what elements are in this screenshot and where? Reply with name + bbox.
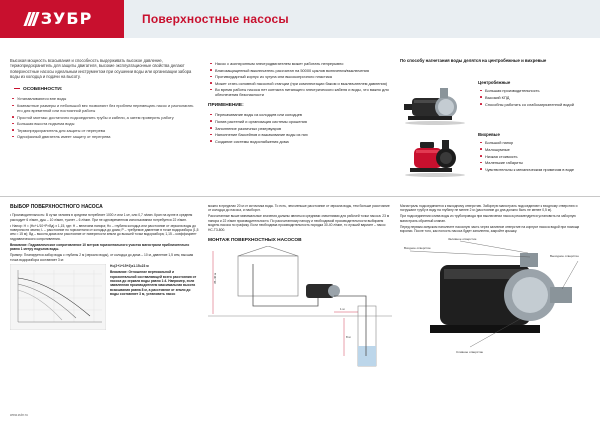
- feature-item: Большая высота подъема воды: [10, 121, 200, 126]
- drain-label: Сливное отверстие: [456, 350, 484, 355]
- intro-text: Высокая мощность всасывания и способность выдерживать высокое давление, термопредохранитель для защиты двигателя, высокие эксплуатационные свойства делают поверхностные насосы идеальным инструментом при осушении воды или организации забора воды из колодца и подачи на высоту.: [10, 58, 192, 79]
- dim-height-label: 35–40 м: [213, 272, 217, 284]
- middle-bottom-p2: Рассчитанные выше минимальные значения должны являться средними значениями для рабочей точки насоса: 23 м напора и 22 л/мин производительности. По рассчитанному напору и необходимой производительности выбираем модель насоса по графику. Если необходима производительность порядка 30-40 л/мин, то лучший вариант – насос НС-Т3-800.: [208, 214, 390, 232]
- mounting-diagram: [208, 246, 392, 368]
- centrifugal-pump-image: [400, 80, 470, 126]
- mid-feature-item: Во время работы насоса нет контакта питающего электрического кабеля и воды, что важно для обеспечения безопасности: [208, 87, 392, 97]
- application-item: Перекачивание воды из колодцев или колодцев: [208, 112, 392, 117]
- vortex-item: Маленькие габариты: [478, 160, 592, 165]
- vortex-item: Чувствительны к механическим примесям в воде: [478, 167, 592, 172]
- application-item: Создание системы водоснабжения дома: [208, 139, 392, 144]
- vortex-item: Большой напор: [478, 140, 592, 145]
- mid-feature-item: Противоударный корпус из чугуна или высокопрочного пластика: [208, 74, 392, 79]
- vortex-item: Малошумные: [478, 147, 592, 152]
- intro-column: [10, 58, 200, 141]
- features-list: [10, 96, 200, 139]
- mid-feature-item: Может стать основной насосной станции (при комплектации баком и выключателем давления): [208, 81, 392, 86]
- centrifugal-item: Способны работать со слабозагрязненной водой: [478, 102, 592, 107]
- centrifugal-list: [478, 88, 592, 106]
- mounting-heading: МОНТАЖ ПОВЕРХНОСТНЫХ НАСОСОВ: [208, 237, 302, 243]
- outlet-label: Выходное отверстие: [550, 254, 579, 259]
- centrifugal-item: Большая производительность: [478, 88, 592, 93]
- vortex-heading: Вихревые: [478, 132, 500, 137]
- footer-site: www.zubr.ru: [10, 413, 28, 417]
- inlet-label: Входное отверстие: [404, 246, 431, 251]
- selection-performance: • Производительность: В сутки человек в среднем потребляет 1000 л или 1 м³, или 0,7 л/мин. Кран на кухне в среднем расходует 6 л/мин, душ – 10 л/мин, туалет – 6 л/мин. При не одновременном использовании потребуется 22 л/мин.: [10, 213, 193, 222]
- vortex-pump-image: [400, 132, 470, 178]
- selection-head: • Напор: H = (Нс+L/10+Р×Вд) х 1,15, где: Н – величина напора; Нс – глубина колодца или расстояние от зеркала воды до поверхности земли; L – расстояние по горизонтали от колодца до дома; Р – требуемое давление в точке водоразбора (1,5 атм = 15 м); Вд – высота дома или расстояние от поверхности земли до высшей точки водоразбора; 1,15 – коэффициент гидравлического сопротивления.: [10, 223, 199, 241]
- right-column: [400, 58, 592, 172]
- application-item: Полив растений и организация системы орошения: [208, 119, 392, 124]
- right-bottom-p2: При подсоединении слива воды из трубопровода при выключении насоса рекомендуется установить на заборную магистраль обратный клапан.: [400, 214, 576, 223]
- feature-item: Простой монтаж: достаточно подсоединить трубы и кабели, а затем проверить работу: [10, 115, 200, 120]
- feature-item: Термопредохранитель для защиты от перегрева: [10, 128, 200, 133]
- feature-item: Компактные размеры и небольшой вес позволяют без проблем перемещать насос и располагать его для временной или постоянной работы: [10, 103, 200, 113]
- middle-bottom-p1: можно в пределах 20 м от источника воды. То есть, чем меньше расстояние от зеркала воды, тем больше расстояние от колодца до насоса, и наоборот.: [208, 204, 390, 213]
- application-item: Заполнение различных резервуаров: [208, 126, 392, 131]
- title-bar: [118, 0, 600, 38]
- application-item: Наполнение бассейнов и выкачивание воды из них: [208, 132, 392, 137]
- vortex-list: [478, 140, 592, 171]
- features-heading: ОСОБЕННОСТИ:: [10, 87, 200, 93]
- vortex-list-wrap: [478, 132, 592, 173]
- logo-slashes-icon: [26, 12, 37, 26]
- example-note: Внимание: Отношение вертикальной и горизонтальной составляющей всего расстояния от насоса до зеркала воды равно 1:4. Например, если заявленная производителем максимальная высота всасывания равна 8 м, а расстояние от земли до воды составляет 3 м, установить насос: [110, 270, 197, 296]
- performance-chart: [10, 264, 106, 330]
- right-bottom-p1: Магистраль подсоединяется к выходному отверстию. Заборную магистраль подсоединяют к входному отверстию и погружают трубу в воду на глубину не менее 2 м (расстояние до дна должно быть не менее 0,5 м).: [400, 204, 578, 213]
- selection-warning: Внимание: Гидравлическое сопротивление 10 метров горизонтального участка магистрали приблизительно равно 1 метру подъема воды.: [10, 242, 190, 252]
- selection-heading: ВЫБОР ПОВЕРХНОСТНОГО НАСОСА: [10, 204, 103, 210]
- brand-logo: [0, 0, 118, 38]
- mid-features-list: [208, 61, 392, 97]
- mid-feature-item: Насос с асинхронным электродвигателем может работать непрерывно: [208, 61, 392, 66]
- page-header: [0, 0, 600, 38]
- selection-column: [10, 204, 200, 330]
- formula: Н=(2+1+15+2)х1.15=23 м: [110, 264, 149, 269]
- middle-bottom-column: [208, 204, 392, 369]
- mid-feature-item: Влагозащищенный выключатель рассчитан на 50000 циклов включения/выключения: [208, 68, 392, 73]
- vortex-item: Низкая стоимость: [478, 154, 592, 159]
- right-bottom-p3: Перед первым запуском наполните насосную часть через заливное отверстие на корпусе насоса водой при помощи воронки. После того, как полость насоса будет заполнена, закройте крышку.: [400, 224, 580, 234]
- centrifugal-item: Высокий КПД: [478, 95, 592, 100]
- example-text: [110, 264, 200, 330]
- feature-item: Устанавливаются вне воды: [10, 96, 200, 101]
- applications-heading: ПРИМЕНЕНИЕ:: [208, 103, 244, 109]
- centrifugal-heading: Центробежные: [478, 80, 511, 85]
- selection-example-row: [10, 264, 200, 330]
- section-divider: [0, 196, 600, 197]
- dim-1m-label: 1 м: [340, 306, 345, 311]
- selection-example: Пример: Планируется забор воды с глубины 2 м (зеркало воды), от колодца до дома – 10 м, давление 1,5 атм, высшая точка водоразбора составляет 3 м:: [10, 253, 194, 262]
- dim-8m-label: 8 м: [346, 334, 351, 339]
- centrifugal-list-wrap: [478, 80, 592, 108]
- fill-label: Заливное отверстие: [448, 237, 477, 242]
- applications-list: [208, 112, 392, 143]
- feature-item: Однофазный двигатель имеет защиту от перегрева: [10, 134, 200, 139]
- brand-name: ЗУБР: [40, 9, 93, 28]
- page-title: Поверхностные насосы: [142, 11, 289, 26]
- pump-parts-diagram: [400, 235, 592, 355]
- pump-types-title: По способу нагнетания воды делятся на центробежные и вихревые: [400, 58, 547, 63]
- right-bottom-column: [400, 204, 592, 357]
- middle-column: [208, 58, 392, 145]
